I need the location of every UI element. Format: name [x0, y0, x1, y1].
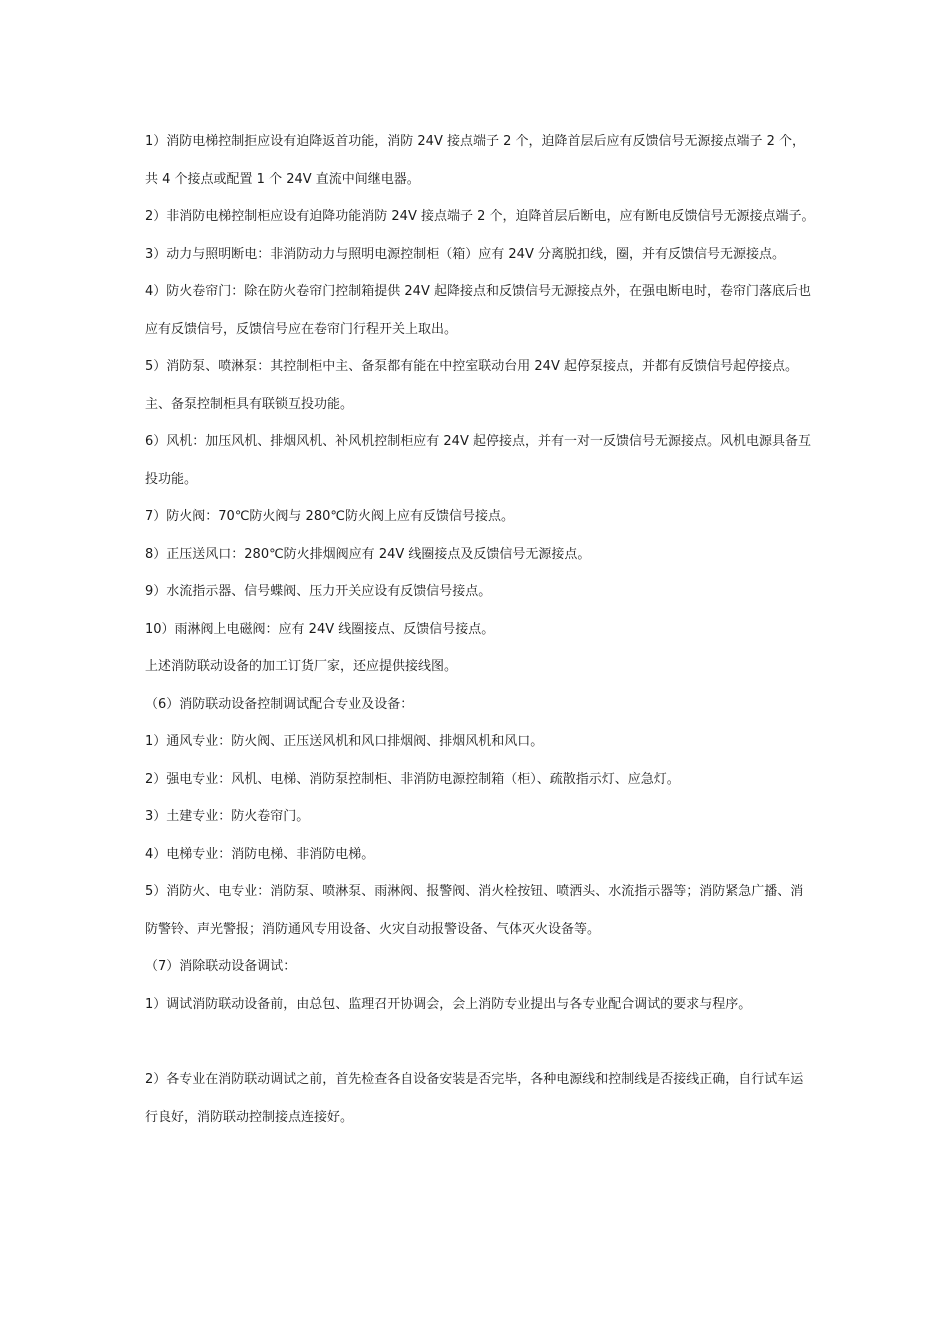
paragraph-pressure-vent: 8）正压送风口：280℃防火排烟阀应有 24V 线圈接点及反馈信号无源接点。 — [145, 546, 591, 562]
paragraph-elevator-discipline: 4）电梯专业：消防电梯、非消防电梯。 — [145, 846, 375, 862]
paragraph-civil: 3）土建专业：防火卷帘门。 — [145, 809, 310, 824]
document-body — [145, 123, 815, 1136]
paragraph-fire-damper: 7）防火阀：70℃防火阀与 280℃防火阀上应有反馈信号接点。 — [145, 509, 514, 524]
paragraph-coordination-meeting: 1）调试消防联动设备前，由总包、监理召开协调会，会上消防专业提出与各专业配合调试的要求与程序。 — [145, 996, 752, 1012]
paragraph-deluge-valve: 10）雨淋阀上电磁阀：应有 24V 线圈接点、反馈信号接点。 — [145, 621, 495, 637]
paragraph-non-fire-elevator: 2）非消防电梯控制柜应设有迫降功能消防 24V 接点端子 2 个，迫降首层后断电，应有断电反馈信号无源接点端子。 — [145, 209, 815, 224]
paragraph-strong-electric: 2）强电专业：风机、电梯、消防泵控制柜、非消防电源控制箱（柜）、疏散指示灯、应急灯。 — [145, 771, 680, 787]
paragraph-ventilation: 1）通风专业：防火阀、正压送风机和风口排烟阀、排烟风机和风口。 — [145, 734, 544, 749]
paragraph-fire-pump: 5）消防泵、喷淋泵：其控制柜中主、备泵都有能在中控室联动台用 24V 起停泵接点，并都有反馈信号起停接点。主、备泵控制柜具有联锁互投功能。 — [145, 359, 798, 412]
paragraph-pre-test-check: 2）各专业在消防联动调试之前，首先检查各自设备安装是否完毕，各种电源线和控制线是否接线正确，自行试车运行良好，消防联动控制接点连接好。 — [145, 1072, 804, 1125]
section-heading-6: （6）消防联动设备控制调试配合专业及设备： — [145, 696, 414, 712]
paragraph-elevator-fire-control: 1）消防电梯控制拒应设有迫降返首功能，消防 24V 接点端子 2 个，迫降首层后应有反馈信号无源接点端子 2 个，共 4 个接点或配置 1 个 24V 直流中间继电器。 — [145, 134, 806, 187]
paragraph-fans: 6）风机：加压风机、排烟风机、补风机控制柜应有 24V 起停接点，并有一对一反馈信号无源接点。风机电源具备互投功能。 — [145, 434, 811, 487]
paragraph-fire-electric: 5）消防火、电专业：消防泵、喷淋泵、雨淋阀、报警阀、消火栓按钮、喷洒头、水流指示器等；消防紧急广播、消防警铃、声光警报；消防通风专用设备、火灾自动报警设备、气体灭火设备等。 — [145, 884, 804, 937]
section-heading-7: （7）消除联动设备调试： — [145, 959, 297, 974]
paragraph-fire-shutter: 4）防火卷帘门：除在防火卷帘门控制箱提供 24V 起降接点和反馈信号无源接点外，在强电断电时，卷帘门落底后也应有反馈信号，反馈信号应在卷帘门行程开关上取出。 — [145, 284, 811, 337]
paragraph-power-lighting-cutoff: 3）动力与照明断电：非消防动力与照明电源控制柜（箱）应有 24V 分离脱扣线，圈，并有反馈信号无源接点。 — [145, 246, 785, 262]
paragraph-flow-indicator: 9）水流指示器、信号蝶阀、压力开关应设有反馈信号接点。 — [145, 584, 492, 599]
paragraph-wiring-diagram: 上述消防联动设备的加工订货厂家，还应提供接线图。 — [145, 659, 458, 674]
